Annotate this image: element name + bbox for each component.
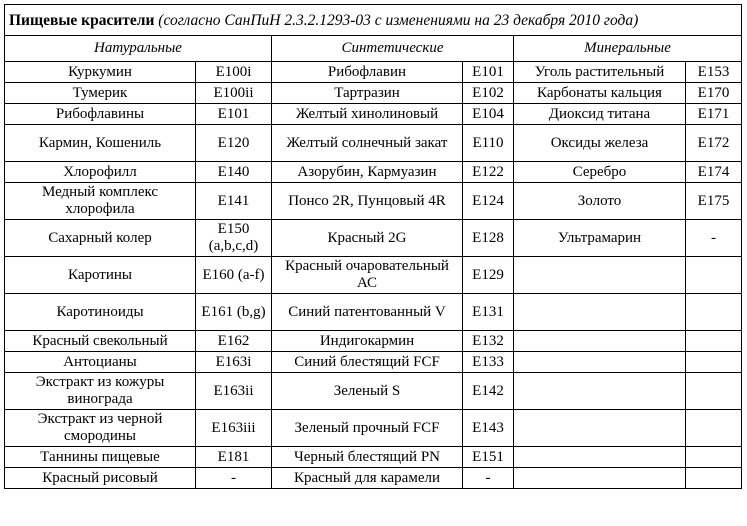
synthetic-code-cell: E101 — [463, 62, 514, 83]
mineral-code-cell — [686, 410, 742, 447]
synthetic-code-cell: E133 — [463, 352, 514, 373]
mineral-name-cell: Серебро — [514, 162, 686, 183]
header-synthetic: Синтетические — [272, 36, 514, 62]
natural-code-cell: E150 (a,b,c,d) — [196, 220, 272, 257]
mineral-name-cell — [514, 373, 686, 410]
table-title-italic: (согласно СанПиН 2.3.2.1293-03 с изменениями на 23 декабря 2010 года) — [158, 11, 639, 29]
mineral-code-cell: E153 — [686, 62, 742, 83]
synthetic-name-cell: Синий блестящий FCF — [272, 352, 463, 373]
synthetic-code-cell: E102 — [463, 83, 514, 104]
natural-name-cell: Каротиноиды — [5, 294, 196, 331]
table-title — [5, 5, 742, 36]
natural-name-cell: Тумерик — [5, 83, 196, 104]
table-row — [5, 125, 742, 162]
synthetic-code-cell: E124 — [463, 183, 514, 220]
natural-code-cell: E140 — [196, 162, 272, 183]
synthetic-code-cell: E142 — [463, 373, 514, 410]
natural-name-cell: Куркумин — [5, 62, 196, 83]
table-row — [5, 220, 742, 257]
natural-name-cell: Экстракт из кожуры винограда — [5, 373, 196, 410]
mineral-code-cell — [686, 331, 742, 352]
synthetic-code-cell: E110 — [463, 125, 514, 162]
mineral-code-cell: E175 — [686, 183, 742, 220]
natural-name-cell: Таннины пищевые — [5, 447, 196, 468]
synthetic-code-cell: E131 — [463, 294, 514, 331]
natural-code-cell: E100ii — [196, 83, 272, 104]
synthetic-name-cell: Желтый хинолиновый — [272, 104, 463, 125]
synthetic-name-cell: Рибофлавин — [272, 62, 463, 83]
mineral-name-cell: Уголь растительный — [514, 62, 686, 83]
natural-name-cell: Красный свекольный — [5, 331, 196, 352]
header-natural: Натуральные — [5, 36, 272, 62]
synthetic-code-cell: E128 — [463, 220, 514, 257]
table-row — [5, 447, 742, 468]
mineral-code-cell — [686, 352, 742, 373]
mineral-code-cell: E174 — [686, 162, 742, 183]
natural-name-cell: Сахарный колер — [5, 220, 196, 257]
synthetic-name-cell: Черный блестящий PN — [272, 447, 463, 468]
mineral-name-cell — [514, 257, 686, 294]
natural-code-cell: E161 (b,g) — [196, 294, 272, 331]
table-row — [5, 83, 742, 104]
natural-name-cell: Красный рисовый — [5, 468, 196, 489]
synthetic-name-cell: Индигокармин — [272, 331, 463, 352]
natural-code-cell: E163i — [196, 352, 272, 373]
synthetic-code-cell: E122 — [463, 162, 514, 183]
mineral-name-cell: Ультрамарин — [514, 220, 686, 257]
mineral-name-cell: Карбонаты кальция — [514, 83, 686, 104]
natural-name-cell: Экстракт из черной смородины — [5, 410, 196, 447]
mineral-code-cell: - — [686, 220, 742, 257]
synthetic-code-cell: E151 — [463, 447, 514, 468]
synthetic-name-cell: Красный для карамели — [272, 468, 463, 489]
mineral-name-cell: Диоксид титана — [514, 104, 686, 125]
table-row — [5, 162, 742, 183]
table-row — [5, 468, 742, 489]
header-mineral: Минеральные — [514, 36, 742, 62]
table-row — [5, 294, 742, 331]
mineral-code-cell — [686, 468, 742, 489]
synthetic-name-cell: Зеленый S — [272, 373, 463, 410]
natural-code-cell: E162 — [196, 331, 272, 352]
table-row — [5, 257, 742, 294]
natural-code-cell: E181 — [196, 447, 272, 468]
synthetic-name-cell: Тартразин — [272, 83, 463, 104]
table-row — [5, 104, 742, 125]
table-row — [5, 331, 742, 352]
mineral-code-cell — [686, 294, 742, 331]
mineral-name-cell — [514, 352, 686, 373]
natural-name-cell: Антоцианы — [5, 352, 196, 373]
synthetic-code-cell: E104 — [463, 104, 514, 125]
synthetic-name-cell: Красный очаровательный АС — [272, 257, 463, 294]
synthetic-code-cell: E132 — [463, 331, 514, 352]
table-row — [5, 62, 742, 83]
synthetic-code-cell: E129 — [463, 257, 514, 294]
mineral-name-cell — [514, 447, 686, 468]
natural-code-cell: E100i — [196, 62, 272, 83]
document-page — [4, 4, 742, 489]
table-row — [5, 352, 742, 373]
mineral-code-cell: E171 — [686, 104, 742, 125]
table-row — [5, 410, 742, 447]
natural-code-cell: E120 — [196, 125, 272, 162]
natural-code-cell: E163iii — [196, 410, 272, 447]
mineral-name-cell: Оксиды железа — [514, 125, 686, 162]
mineral-code-cell: E172 — [686, 125, 742, 162]
mineral-name-cell — [514, 468, 686, 489]
natural-code-cell: E141 — [196, 183, 272, 220]
natural-code-cell: - — [196, 468, 272, 489]
mineral-name-cell — [514, 331, 686, 352]
natural-name-cell: Каротины — [5, 257, 196, 294]
natural-name-cell: Хлорофилл — [5, 162, 196, 183]
table-row — [5, 373, 742, 410]
mineral-name-cell — [514, 294, 686, 331]
natural-name-cell: Кармин, Кошениль — [5, 125, 196, 162]
synthetic-name-cell: Красный 2G — [272, 220, 463, 257]
synthetic-code-cell: - — [463, 468, 514, 489]
table-title-bold: Пищевые красители — [9, 11, 155, 29]
synthetic-name-cell: Синий патентованный V — [272, 294, 463, 331]
table-row — [5, 183, 742, 220]
synthetic-code-cell: E143 — [463, 410, 514, 447]
natural-name-cell: Рибофлавины — [5, 104, 196, 125]
natural-name-cell: Медный комплекс хлорофила — [5, 183, 196, 220]
mineral-code-cell — [686, 373, 742, 410]
mineral-name-cell: Золото — [514, 183, 686, 220]
food-colorants-table — [4, 4, 742, 489]
natural-code-cell: E160 (a-f) — [196, 257, 272, 294]
natural-code-cell: E101 — [196, 104, 272, 125]
mineral-code-cell — [686, 447, 742, 468]
synthetic-name-cell: Зеленый прочный FCF — [272, 410, 463, 447]
synthetic-name-cell: Желтый солнечный закат — [272, 125, 463, 162]
mineral-name-cell — [514, 410, 686, 447]
mineral-code-cell — [686, 257, 742, 294]
natural-code-cell: E163ii — [196, 373, 272, 410]
mineral-code-cell: E170 — [686, 83, 742, 104]
synthetic-name-cell: Понсо 2R, Пунцовый 4R — [272, 183, 463, 220]
synthetic-name-cell: Азорубин, Кармуазин — [272, 162, 463, 183]
